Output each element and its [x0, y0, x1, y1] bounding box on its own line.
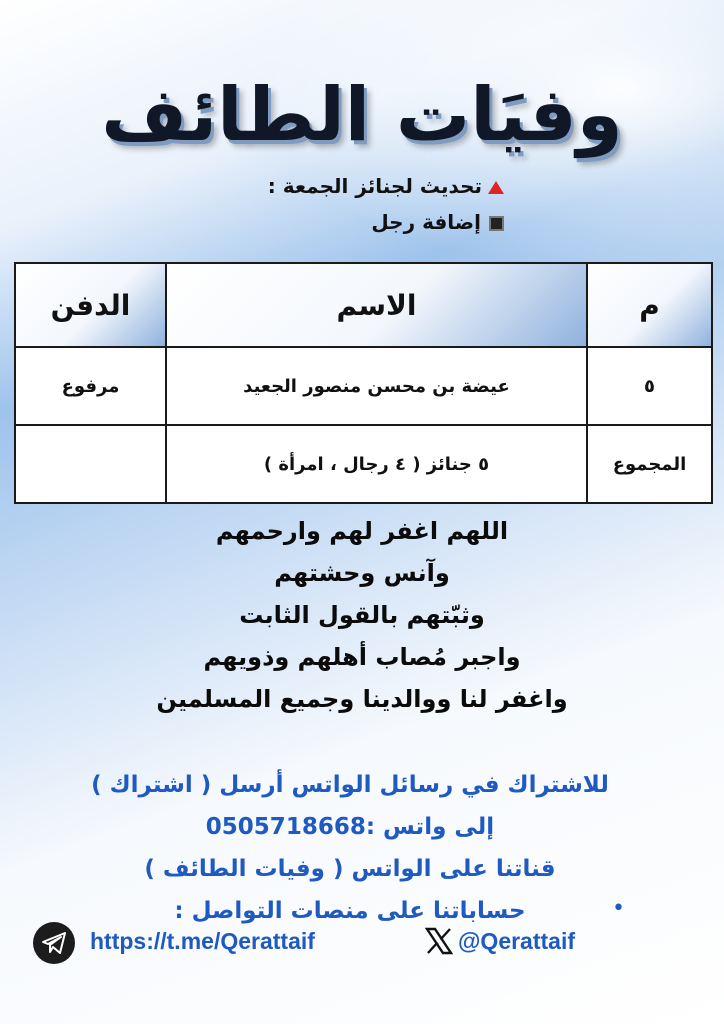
square-bullet-icon — [489, 216, 504, 231]
dua-line: وآنس وحشتهم — [274, 559, 450, 587]
deaths-table — [14, 262, 713, 504]
x-icon[interactable] — [424, 926, 454, 956]
header-name: الاسم — [166, 263, 587, 347]
total-text: ٥ جنائز ( ٤ رجال ، امرأة ) — [166, 425, 587, 503]
x-handle[interactable]: @Qerattaif — [458, 928, 576, 954]
telegram-link[interactable]: https://t.me/Qerattaif — [90, 928, 315, 954]
total-empty-cell — [15, 425, 166, 503]
table-header-row — [15, 263, 712, 347]
header-num: م — [587, 263, 712, 347]
telegram-icon[interactable] — [33, 922, 75, 964]
update-notes — [268, 168, 504, 240]
row-burial: مرفوع — [15, 347, 166, 425]
total-label: المجموع — [587, 425, 712, 503]
dua-line: وثبّتهم بالقول الثابت — [239, 601, 485, 629]
header-burial: الدفن — [15, 263, 166, 347]
subscribe-block — [70, 764, 630, 932]
whatsapp-number[interactable]: إلى واتس :0505718668 — [205, 814, 495, 840]
red-triangle-icon — [488, 181, 504, 194]
dua-line: اللهم اغفر لهم وارحمهم — [215, 517, 509, 545]
added-note-text: إضافة رجل — [371, 210, 481, 234]
page-title: وفيَات الطائف — [101, 72, 623, 158]
row-num: ٥ — [587, 347, 712, 425]
telegram-plane-glyph — [41, 931, 67, 955]
total-row — [15, 425, 712, 503]
update-note-text: تحديث لجنائز الجمعة : — [267, 174, 482, 198]
dua-line: واجبر مُصاب أهلهم وذويهم — [203, 643, 521, 671]
row-name: عيضة بن محسن منصور الجعيد — [166, 347, 587, 425]
social-accounts-label: حساباتنا على منصات التواصل : — [174, 898, 526, 924]
subscribe-line: للاشتراك في رسائل الواتس أرسل ( اشتراك ) — [91, 772, 609, 798]
update-note — [268, 168, 504, 204]
dua-block — [0, 510, 724, 720]
whatsapp-channel[interactable]: قناتنا على الواتس ( وفيات الطائف ) — [144, 856, 556, 882]
dua-line: واغفر لنا ووالدينا وجميع المسلمين — [156, 685, 568, 713]
table-row — [15, 347, 712, 425]
added-note — [268, 204, 504, 240]
social-links — [0, 920, 724, 968]
bullet-dot-icon: • — [612, 896, 625, 921]
